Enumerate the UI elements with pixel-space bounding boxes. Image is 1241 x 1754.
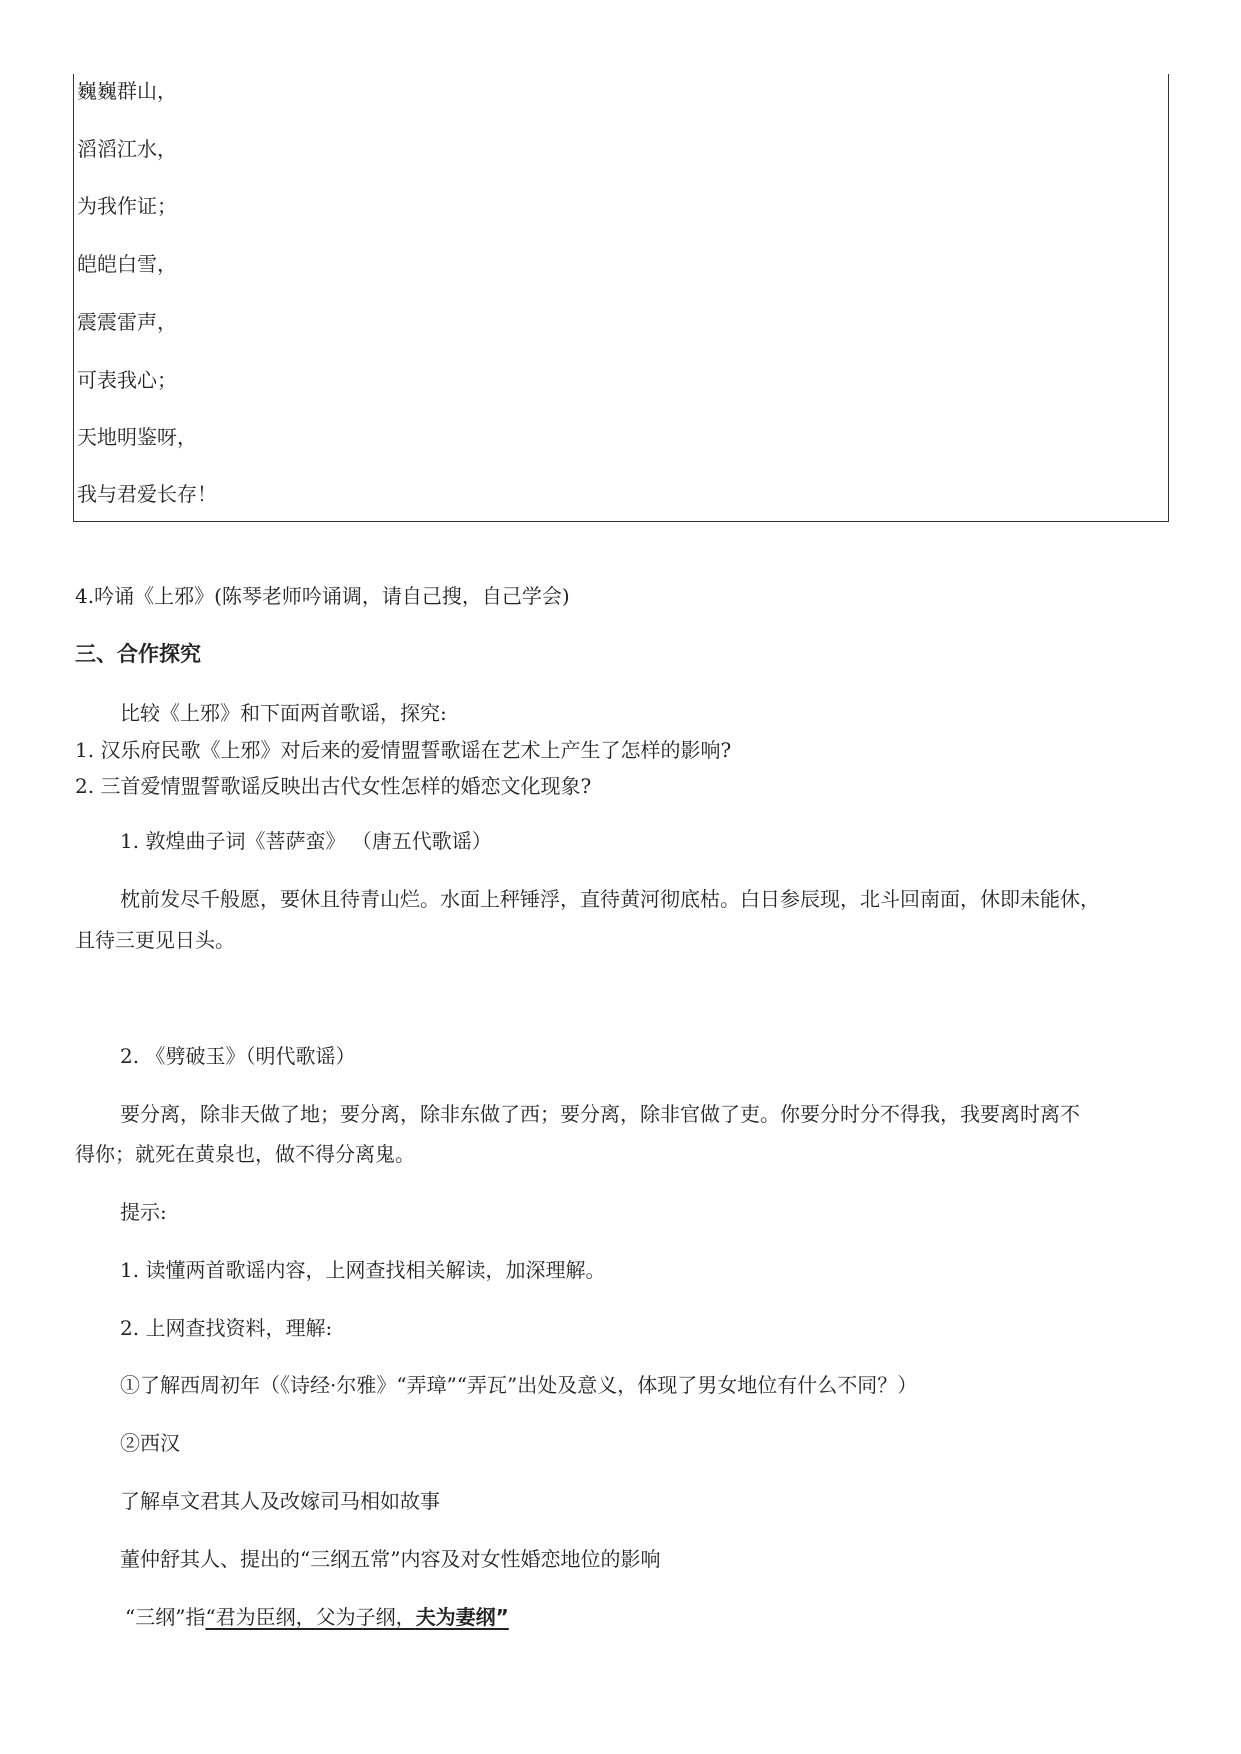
poem-box (73, 74, 1169, 522)
song-2-title: 2. 《劈破玉》（明代歌谣） (120, 1044, 356, 1068)
hint-item: 1. 读懂两首歌谣内容，上网查找相关解读，加深理解。 (120, 1258, 606, 1282)
hint-item: ②西汉 (120, 1431, 180, 1455)
three-bonds-line (125, 1604, 509, 1630)
question-1: 1. 汉乐府民歌《上邪》对后来的爱情盟誓歌谣在艺术上产生了怎样的影响? (75, 738, 732, 762)
three-bonds-prefix: “三纲”指 (125, 1605, 206, 1629)
poem-line: 我与君爱长存！ (77, 482, 217, 506)
section-3-heading: 三、合作探究 (75, 642, 201, 666)
poem-line: 滔滔江水， (77, 137, 177, 161)
section-intro: 比较《上邪》和下面两首歌谣，探究: (120, 701, 447, 725)
song-1-title: 1. 敦煌曲子词《菩萨蛮》 （唐五代歌谣） (120, 829, 492, 853)
hint-item: ①了解西周初年（《诗经·尔雅》“弄璋”“弄瓦”出处及意义，体现了男女地位有什么不同？） (120, 1373, 918, 1397)
three-bonds-answer-bold: 夫为妻纲” (415, 1605, 509, 1629)
song-1-text: 且待三更见日头。 (75, 928, 235, 952)
poem-line: 可表我心； (77, 368, 177, 392)
song-1-text: 枕前发尽千般愿，要休且待青山烂。水面上秤锤浮，直待黄河彻底枯。白日参辰现，北斗回南面，休即未能休， (120, 887, 1100, 911)
song-2-text: 要分离，除非天做了地；要分离，除非东做了西；要分离，除非官做了吏。你要分时分不得我，我要离时离不 (120, 1102, 1080, 1126)
poem-line: 震震雷声， (77, 310, 177, 334)
item-4-recitation: 4.吟诵《上邪》(陈琴老师吟诵调，请自己搜，自己学会) (75, 584, 570, 608)
hint-item: 2. 上网查找资料，理解: (120, 1316, 333, 1340)
poem-line: 为我作证； (77, 194, 177, 218)
song-2-text: 得你；就死在黄泉也，做不得分离鬼。 (75, 1142, 415, 1166)
poem-line: 皑皑白雪， (77, 252, 177, 276)
hint-label: 提示: (120, 1200, 167, 1224)
hint-item: 了解卓文君其人及改嫁司马相如故事 (120, 1489, 440, 1513)
three-bonds-answer: “君为臣纲，父为子纲， (205, 1605, 416, 1629)
poem-line: 巍巍群山， (77, 79, 177, 103)
question-2: 2. 三首爱情盟誓歌谣反映出古代女性怎样的婚恋文化现象? (75, 774, 592, 798)
poem-line: 天地明鉴呀， (77, 425, 197, 449)
hint-item: 董仲舒其人、提出的“三纲五常”内容及对女性婚恋地位的影响 (120, 1547, 661, 1571)
